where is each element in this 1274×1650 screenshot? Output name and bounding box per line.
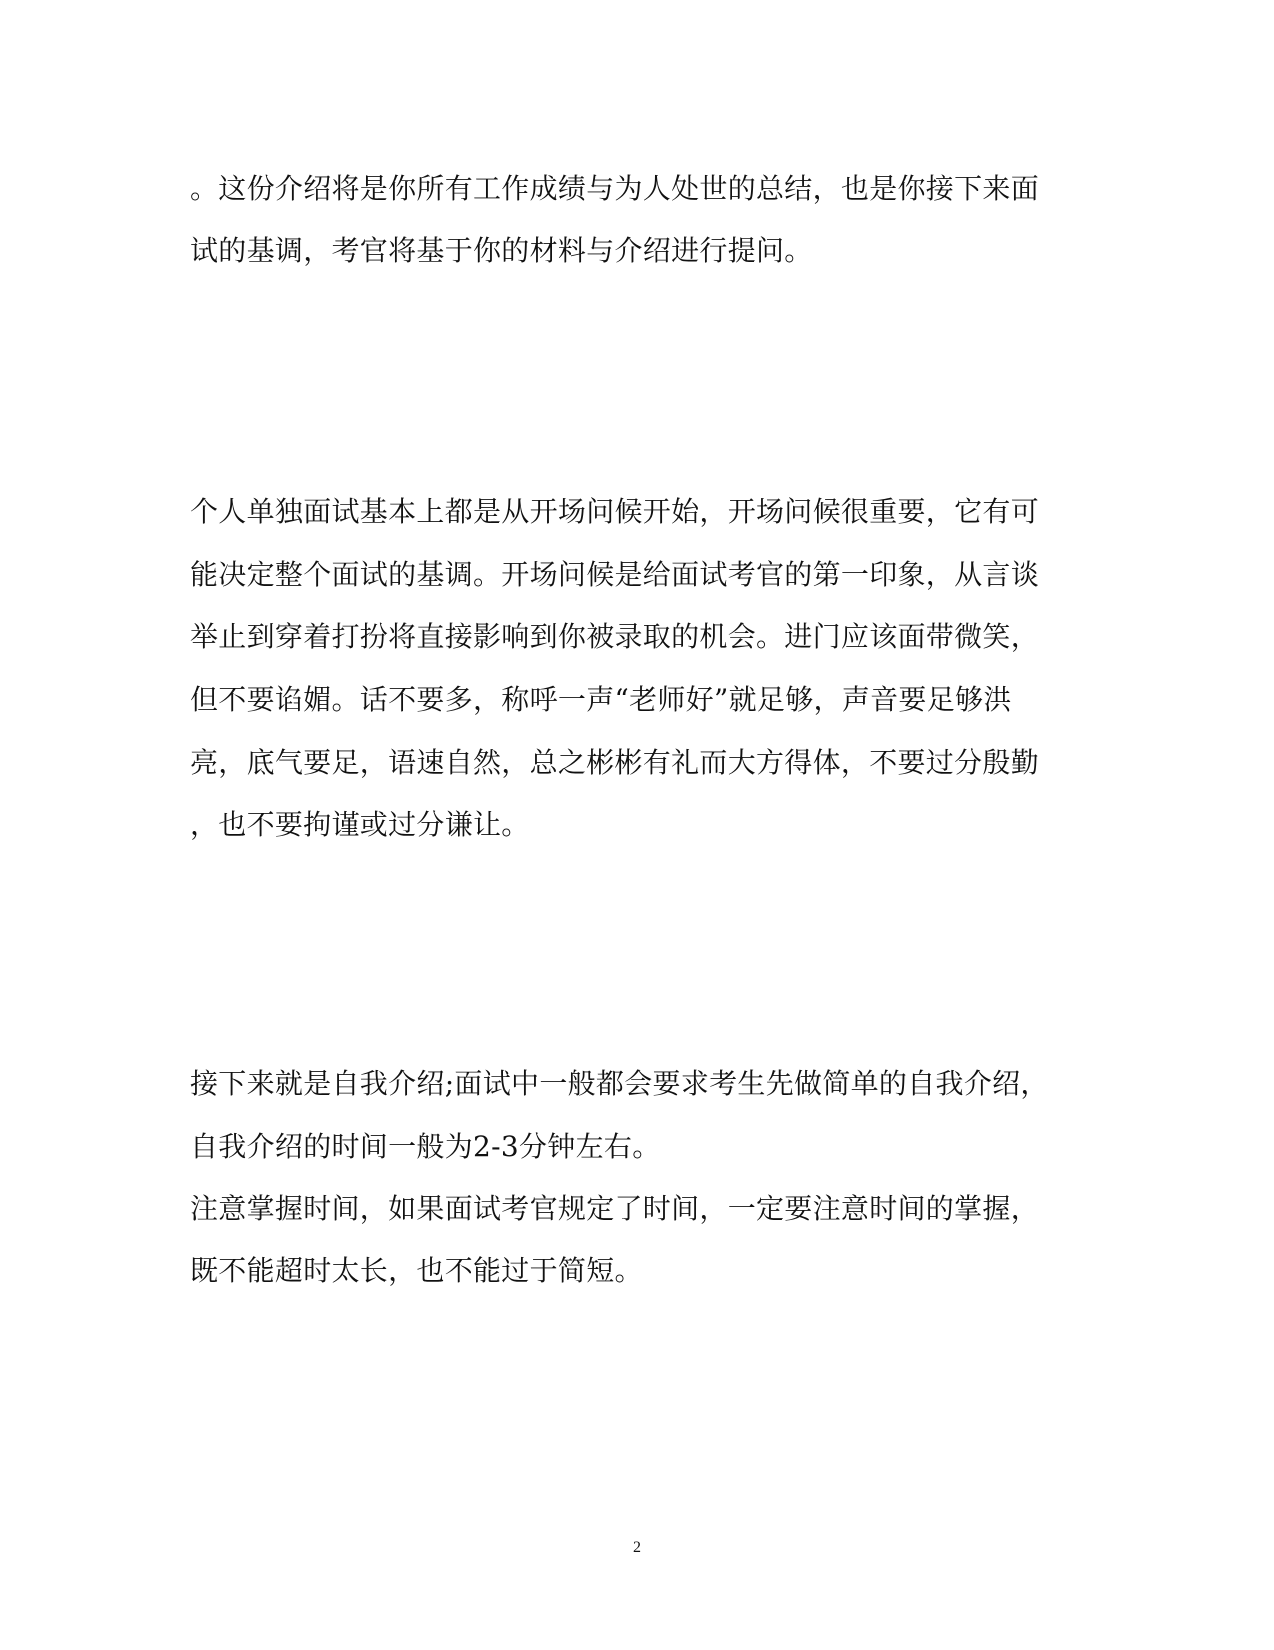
paragraph-3-line-4: 既不能超时太长，也不能过于简短。 bbox=[190, 1254, 643, 1287]
paragraph-1-line-1: 。这份介绍将是你所有工作成绩与为人处世的总结，也是你接下来面 bbox=[190, 172, 1040, 205]
paragraph-2-line-6: ，也不要拘谨或过分谦让。 bbox=[190, 808, 530, 841]
paragraph-2-line-4: 但不要谄媚。话不要多，称呼一声“老师好”就足够，声音要足够洪 bbox=[190, 683, 1012, 716]
paragraph-2-line-2: 能决定整个面试的基调。开场问候是给面试考官的第一印象，从言谈 bbox=[190, 558, 1040, 591]
paragraph-2-line-3: 举止到穿着打扮将直接影响到你被录取的机会。进门应该面带微笑， bbox=[190, 620, 1040, 653]
paragraph-3-line-1: 接下来就是自我介绍;面试中一般都会要求考生先做简单的自我介绍， bbox=[190, 1067, 1049, 1100]
page-number: 2 bbox=[633, 1539, 641, 1556]
paragraph-3-line-3: 注意掌握时间，如果面试考官规定了时间，一定要注意时间的掌握， bbox=[190, 1192, 1040, 1225]
paragraph-2-line-5: 亮，底气要足，语速自然，总之彬彬有礼而大方得体，不要过分殷勤 bbox=[190, 746, 1040, 779]
paragraph-2-line-1: 个人单独面试基本上都是从开场问候开始，开场问候很重要，它有可 bbox=[190, 495, 1040, 528]
paragraph-3-line-2: 自我介绍的时间一般为2-3分钟左右。 bbox=[190, 1130, 661, 1163]
paragraph-1-line-2: 试的基调，考官将基于你的材料与介绍进行提问。 bbox=[190, 234, 813, 267]
